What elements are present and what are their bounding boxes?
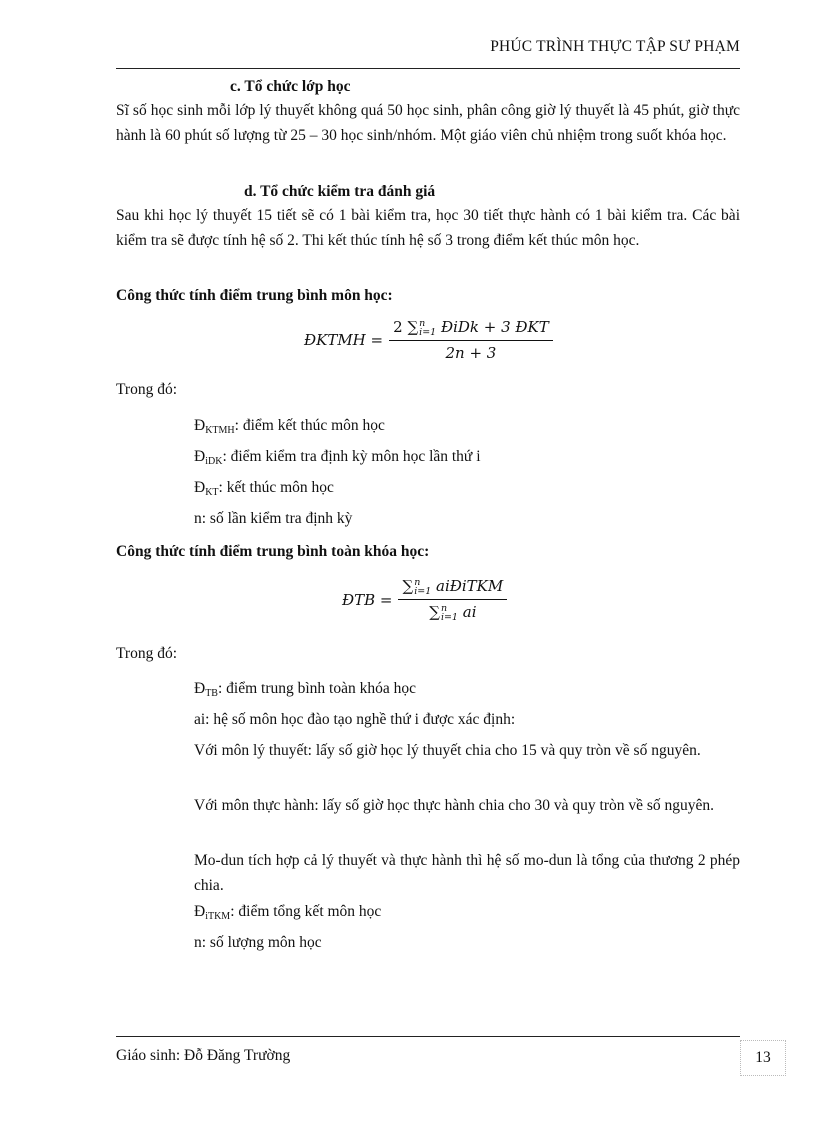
formula2-den-lower: i=1 <box>440 612 458 623</box>
formula1-heading: Công thức tính điểm trung bình môn học: <box>116 287 393 304</box>
page-number: 13 <box>740 1040 786 1076</box>
formula2-den-upper: n <box>440 603 448 614</box>
formula2-fraction <box>398 577 507 622</box>
formula1-lower: i=1 <box>419 327 437 338</box>
section-d-text: Sau khi học lý thuyết 15 tiết sẽ có 1 bài kiểm tra, học 30 tiết thực hành có 1 bài kiểm tra. Các bài kiểm tra sẽ được tính hệ số 2. Thi kết thúc tính hệ số 3 trong điểm kết thúc môn học. <box>116 207 740 249</box>
formula2-denominator <box>425 600 480 622</box>
formula1-numerator <box>389 318 553 341</box>
formula2-def-n: n: số lượng môn học <box>194 934 322 951</box>
formula2-lower: i=1 <box>414 586 432 597</box>
formula2-num-limits <box>414 578 431 596</box>
formula2-upper: n <box>414 577 421 588</box>
formula2-den-limits <box>441 604 458 622</box>
footer-author: Giáo sinh: Đỗ Đăng Trường <box>116 1047 291 1064</box>
formula1-where: Trong đó: <box>116 381 178 398</box>
formula1 <box>304 318 553 362</box>
formula1-def-n: n: số lần kiểm tra định kỳ <box>194 510 353 527</box>
formula1-sigma: ∑ <box>407 318 419 336</box>
formula2-def-thuchanh: Với môn thực hành: lấy số giờ học thực hành chia cho 30 và quy tròn về số nguyên. <box>194 797 715 814</box>
header-title: PHÚC TRÌNH THỰC TẬP SƯ PHẠM <box>490 38 740 55</box>
formula1-num-rest: ĐiDk + 3 ĐKT <box>440 318 549 336</box>
formula2-def-ai: ai: hệ số môn học đào tạo nghề thứ i được xác định: <box>194 711 516 728</box>
formula2-def-itkm: $Đ_{iTKM}$: điểm tổng kết môn học <box>194 903 382 922</box>
formula2-heading: Công thức tính điểm trung bình toàn khóa học: <box>116 543 430 560</box>
formula2-den-rest: ai <box>462 603 477 621</box>
formula1-limits <box>419 319 436 337</box>
header-rule <box>116 68 740 69</box>
formula2-sigma: ∑ <box>402 577 414 595</box>
formula2-den-sigma: ∑ <box>429 603 440 621</box>
section-c-text: Sĩ số học sinh mỗi lớp lý thuyết không quá 50 học sinh, phân công giờ lý thuyết là 45 phút, giờ thực hành là 60 phút số lượng từ 25 – 30 học sinh/nhóm. Một giáo viên chủ nhiệm trong suốt khóa học. <box>116 102 740 144</box>
formula1-coef: 2 <box>393 318 403 336</box>
formula2-numerator <box>398 577 507 600</box>
footer-rule <box>116 1036 740 1037</box>
formula1-upper: n <box>419 318 426 329</box>
section-d-heading: d. Tổ chức kiểm tra đánh giá <box>244 183 436 200</box>
formula2 <box>342 577 507 622</box>
formula2-def-tb: $Đ_{TB}$: điểm trung bình toàn khóa học <box>194 680 417 699</box>
formula2-num-rest: aiĐiTKM <box>436 577 504 595</box>
formula1-denominator: 2n + 3 <box>445 344 497 362</box>
formula1-def-idk: $Đ_{iDK}$: điểm kiểm tra định kỳ môn học lần thứ i <box>194 448 481 467</box>
formula2-lhs: ĐTB = <box>342 590 393 609</box>
formula1-def-kt: $Đ_{KT}$: kết thúc môn học <box>194 479 334 498</box>
formula1-lhs: ĐKTMH = <box>304 331 384 349</box>
formula2-def-modun: Mo-dun tích hợp cả lý thuyết và thực hành thì hệ số mo-dun là tổng của thương 2 phép chia. <box>194 852 740 894</box>
formula1-fraction <box>389 318 553 362</box>
formula2-def-lythuyet: Với môn lý thuyết: lấy số giờ học lý thuyết chia cho 15 và quy tròn về số nguyên. <box>194 742 701 759</box>
formula2-where: Trong đó: <box>116 645 178 662</box>
formula1-def-ktmh: $Đ_{KTMH}$: điểm kết thúc môn học <box>194 417 385 436</box>
section-c-heading: c. Tổ chức lớp học <box>230 78 351 95</box>
